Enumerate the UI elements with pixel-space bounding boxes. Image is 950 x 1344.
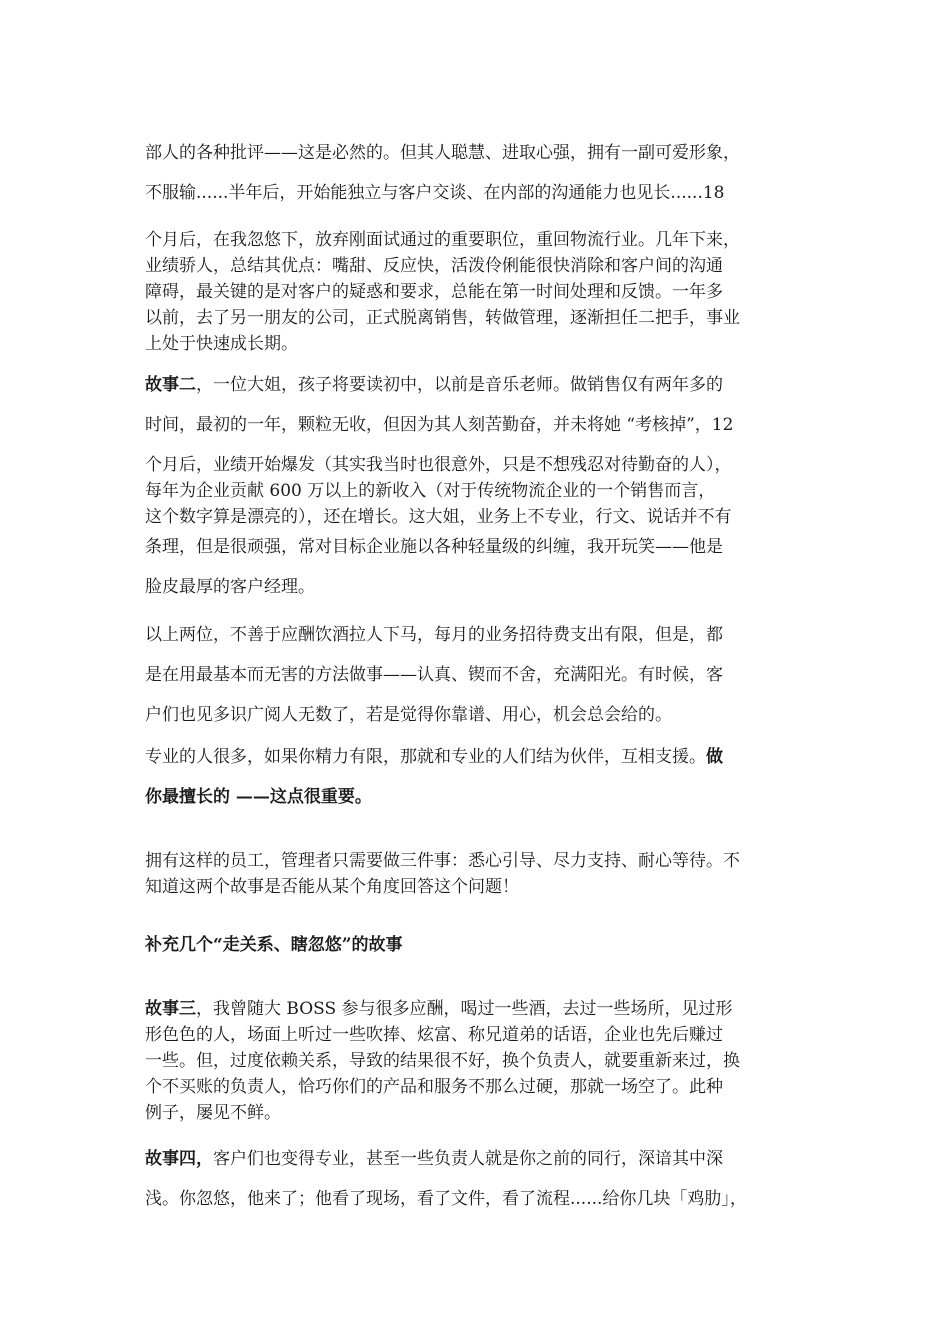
text-line: 个月后，在我忽悠下，放弃刚面试通过的重要职位，重回物流行业。几年下来，: [145, 230, 740, 250]
text-line: 故事二，一位大姐，孩子将要读初中，以前是音乐老师。做销售仅有两年多的: [145, 375, 723, 395]
text-line: 这个数字算是漂亮的），还在增长。这大姐，业务上不专业，行文、说话并不有: [145, 507, 732, 527]
text-line: 以上两位，不善于应酬饮酒拉人下马，每月的业务招待费支出有限，但是，都: [145, 625, 723, 645]
text-line: 个不买账的负责人，恰巧你们的产品和服务不那么过硬，那就一场空了。此种: [145, 1077, 723, 1097]
paragraph-1: [145, 133, 740, 213]
text-line: 拥有这样的员工，管理者只需要做三件事：悉心引导、尽力支持、耐心等待。不: [145, 851, 740, 871]
text-line: 脸皮最厚的客户经理。: [145, 577, 315, 597]
paragraph-story-two-cont: [145, 452, 732, 530]
text-line: 故事四，客户们也变得专业，甚至一些负责人就是你之前的同行，深谙其中深: [145, 1149, 723, 1169]
text-line: 是在用最基本而无害的方法做事——认真、锲而不舍，充满阳光。有时候，客: [145, 665, 723, 685]
section-heading: 补充几个“走关系、瞎忽悠”的故事: [145, 935, 403, 955]
paragraph-story-three: [145, 996, 740, 1126]
text-line: 障碍，最关键的是对客户的疑惑和要求，总能在第一时间处理和反馈。一年多: [145, 282, 723, 302]
paragraph-story-two: [145, 365, 733, 445]
text-line: 故事三，我曾随大 BOSS 参与很多应酬，喝过一些酒，去过一些场所，见过形: [145, 999, 733, 1019]
text-line: 以前，去了另一朋友的公司，正式脱离销售，转做管理，逐渐担任二把手，事业: [145, 308, 740, 328]
text-line: 部人的各种批评——这是必然的。但其人聪慧、进取心强，拥有一副可爱形象，: [145, 143, 740, 163]
text-line: 时间，最初的一年，颗粒无收，但因为其人刻苦勤奋，并未将她 “考核掉”，12: [145, 415, 734, 435]
text-line: 上处于快速成长期。: [145, 334, 298, 354]
story-label: 故事二: [145, 375, 196, 395]
text-line: 例子，屡见不鲜。: [145, 1103, 281, 1123]
text-line: 每年为企业贡献 600 万以上的新收入（对于传统物流企业的一个销售而言，: [145, 481, 716, 501]
text-line: 专业的人很多，如果你精力有限，那就和专业的人们结为伙伴，互相支援。做: [145, 747, 723, 767]
text-line: 浅。你忽悠，他来了；他看了现场，看了文件，看了流程......给你几块「鸡肋」，: [145, 1189, 747, 1209]
text-line: 形色色的人，场面上听过一些吹捧、炫富、称兄道弟的话语，企业也先后赚过: [145, 1025, 723, 1045]
text-line: 不服输......半年后，开始能独立与客户交谈、在内部的沟通能力也见长......18: [145, 183, 725, 203]
paragraph-conclusion: [145, 848, 740, 900]
paragraph-summary: [145, 615, 723, 735]
text-line: 知道这两个故事是否能从某个角度回答这个问题！: [145, 877, 519, 897]
paragraph-2: [145, 227, 740, 357]
paragraph-advice: [145, 737, 723, 817]
story-label: 故事四，: [145, 1149, 213, 1169]
text-line: 一些。但，过度依赖关系，导致的结果很不好，换个负责人，就要重新来过，换: [145, 1051, 740, 1071]
text-line: 户们也见多识广阅人无数了，若是觉得你靠谱、用心，机会总会给的。: [145, 705, 672, 725]
paragraph-story-two-end: [145, 527, 723, 607]
text-line: 个月后，业绩开始爆发（其实我当时也很意外，只是不想残忍对待勤奋的人），: [145, 455, 732, 475]
text-line: 条理，但是很顽强，常对目标企业施以各种轻量级的纠缠，我开玩笑——他是: [145, 537, 723, 557]
text-line: 你最擅长的 ——这点很重要。: [145, 787, 372, 807]
paragraph-story-four: [145, 1139, 747, 1219]
text-line: 业绩骄人，总结其优点：嘴甜、反应快，活泼伶俐能很快消除和客户间的沟通: [145, 256, 723, 276]
story-label: 故事三: [145, 999, 196, 1019]
